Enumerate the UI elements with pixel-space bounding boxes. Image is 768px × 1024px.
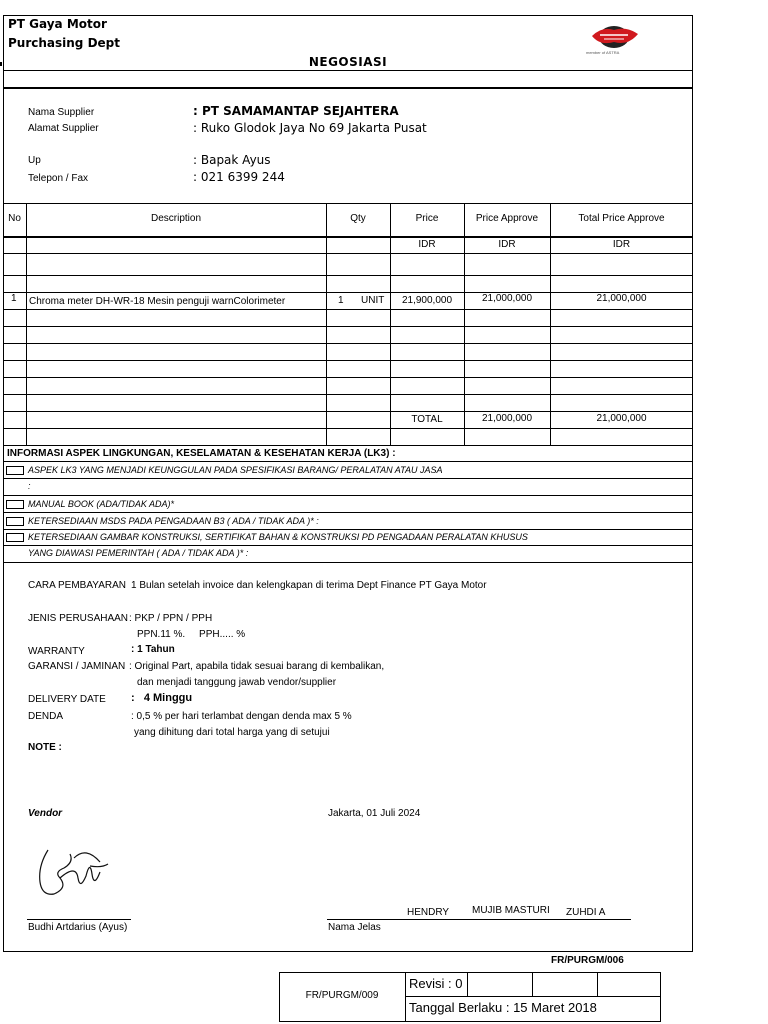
warranty-value: : 1 Tahun: [131, 644, 175, 655]
margin-mark: [0, 62, 2, 66]
supplier-name-label: Nama Supplier: [28, 107, 95, 118]
guarantee-value-2: dan menjadi tanggung jawab vendor/supplier: [137, 677, 337, 688]
lk3-checkbox-3[interactable]: [6, 517, 24, 526]
up-label: Up: [28, 155, 41, 166]
lk3-title: INFORMASI ASPEK LINGKUNGAN, KESELAMATAN & KESEHATAN KERJA (LK3) :: [7, 448, 396, 459]
lk3-checkbox-4[interactable]: [6, 533, 24, 542]
currency-price-approve: IDR: [498, 239, 516, 250]
col-header-total: Total Price Approve: [578, 213, 665, 224]
col-header-no: No: [8, 213, 21, 224]
item-price-approve: 21,000,000: [481, 293, 533, 304]
lk3-line-1: ASPEK LK3 YANG MENJADI KEUNGGULAN PADA SPESIFIKASI BARANG/ PERALATAN ATAU JASA: [28, 465, 443, 475]
warranty-label: WARRANTY: [28, 646, 85, 657]
lk3-line-2: MANUAL BOOK (ADA/TIDAK ADA)*: [28, 499, 175, 509]
company-type-label: JENIS PERUSAHAAN: [28, 613, 129, 624]
note-label: NOTE :: [28, 742, 62, 753]
lk3-checkbox-1[interactable]: [6, 466, 24, 475]
supplier-name-value: : PT SAMAMANTAP SEJAHTERA: [193, 104, 399, 118]
payment-label: CARA PEMBAYARAN: [28, 580, 126, 591]
col-header-price-approve: Price Approve: [475, 213, 539, 224]
delivery-label: DELIVERY DATE: [28, 694, 106, 705]
approver-3: ZUHDI A: [566, 907, 606, 918]
effective-date: Tanggal Berlaku : 15 Maret 2018: [409, 1000, 597, 1015]
total-total: 21,000,000: [596, 413, 647, 424]
vendor-signature: [30, 838, 110, 904]
supplier-address-label: Alamat Supplier: [28, 123, 99, 134]
item-price: 21,900,000: [401, 295, 453, 306]
guarantee-label: GARANSI / JAMINAN: [28, 661, 126, 672]
tax-value: PPN.11 %. PPH..... %: [137, 629, 246, 640]
item-unit: UNIT: [361, 295, 385, 306]
phone-value: : 021 6399 244: [193, 170, 285, 184]
lk3-line-4: KETERSEDIAAN GAMBAR KONSTRUKSI, SERTIFIKAT BAHAN & KONSTRUKSI PD PENGADAAN PERALATAN KHUSUS: [28, 532, 528, 542]
total-label: TOTAL: [411, 414, 443, 425]
total-price-approve: 21,000,000: [481, 413, 533, 424]
company-logo: [580, 20, 650, 60]
item-total: 21,000,000: [596, 293, 647, 304]
col-header-price: Price: [415, 213, 439, 224]
phone-label: Telepon / Fax: [28, 173, 89, 184]
place-date: Jakarta, 01 Juli 2024: [328, 808, 421, 819]
vendor-label: Vendor: [28, 808, 63, 819]
payment-value: 1 Bulan setelah invoice dan kelengkapan di terima Dept Finance PT Gaya Motor: [131, 580, 487, 591]
item-no: 1: [11, 293, 17, 304]
supplier-address-value: : Ruko Glodok Jaya No 69 Jakarta Pusat: [193, 121, 427, 135]
company-name: PT Gaya Motor: [8, 17, 107, 31]
penalty-label: DENDA: [28, 711, 64, 722]
vendor-name: Budhi Artdarius (Ayus): [28, 922, 128, 933]
lk3-line-5: YANG DIAWASI PEMERINTAH ( ADA / TIDAK ADA )* :: [28, 548, 249, 558]
col-header-qty: Qty: [350, 213, 366, 224]
jelas-label: Nama Jelas: [328, 922, 381, 933]
approver-1: HENDRY: [407, 907, 450, 918]
col-header-description: Description: [150, 213, 202, 224]
lk3-line-3: KETERSEDIAAN MSDS PADA PENGADAAN B3 ( ADA / TIDAK ADA )* :: [28, 516, 319, 526]
logo-tagline: member of ASTRA: [586, 50, 620, 55]
lk3-line-1b: :: [28, 481, 31, 491]
lk3-checkbox-2[interactable]: [6, 500, 24, 509]
signature-icon: [30, 838, 110, 904]
up-value: : Bapak Ayus: [193, 153, 271, 167]
page-title: NEGOSIASI: [308, 55, 388, 69]
penalty-value-1: : 0,5 % per hari terlambat dengan denda max 5 %: [131, 711, 352, 722]
guarantee-value-1: : Original Part, apabila tidak sesuai barang di kembalikan,: [129, 661, 385, 672]
dept-name: Purchasing Dept: [8, 36, 121, 50]
currency-total: IDR: [612, 239, 631, 250]
item-qty: 1: [338, 295, 344, 306]
delivery-value: : 4 Minggu: [131, 692, 193, 704]
revision-text: Revisi : 0: [409, 976, 463, 991]
company-type-value: : PKP / PPN / PPH: [129, 613, 213, 624]
approver-2: MUJIB MASTURI: [472, 905, 550, 916]
form-code: FR/PURGM/006: [551, 955, 624, 966]
currency-price: IDR: [418, 239, 436, 250]
item-description: Chroma meter DH-WR-18 Mesin penguji warnColorimeter: [29, 296, 286, 307]
penalty-value-2: yang dihitung dari total harga yang di setujui: [134, 727, 330, 738]
box-code: FR/PURGM/009: [305, 990, 379, 1001]
